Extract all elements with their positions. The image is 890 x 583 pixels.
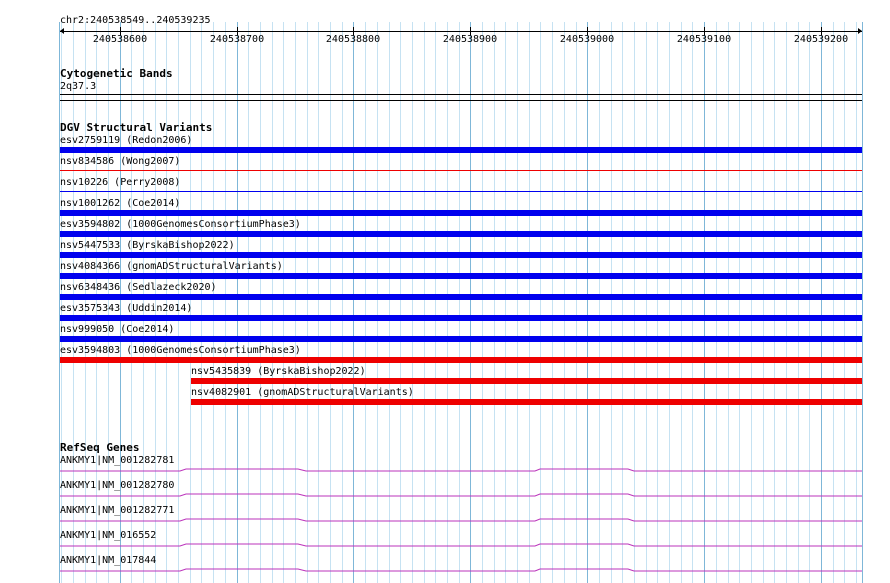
variant-label[interactable]: esv3575343 (Uddin2014) — [60, 303, 193, 314]
variant-label[interactable]: esv2759119 (Redon2006) — [60, 135, 193, 146]
ruler-tick-label: 240538700 — [209, 34, 265, 45]
gene-line[interactable] — [60, 519, 862, 521]
variant-label[interactable]: nsv5435839 (ByrskaBishop2022) — [191, 366, 366, 377]
ruler-tick-label: 240538600 — [92, 34, 148, 45]
track-title-refseq: RefSeq Genes — [60, 441, 140, 454]
variant-label[interactable]: nsv1001262 (Coe2014) — [60, 198, 181, 209]
gene-line[interactable] — [60, 469, 862, 471]
variant-label[interactable]: nsv999050 (Coe2014) — [60, 324, 175, 335]
variant-label[interactable]: nsv4082901 (gnomADStructuralVariants) — [191, 387, 414, 398]
ruler-tick-label: 240539100 — [676, 34, 732, 45]
gene-label[interactable]: ANKMY1|NM_001282781 — [60, 455, 175, 466]
gene-label[interactable]: ANKMY1|NM_001282771 — [60, 505, 175, 516]
variant-label[interactable]: nsv834586 (Wong2007) — [60, 156, 181, 167]
ruler-tick-label: 240538800 — [325, 34, 381, 45]
gene-label[interactable]: ANKMY1|NM_017844 — [60, 555, 157, 566]
gene-label[interactable]: ANKMY1|NM_001282780 — [60, 480, 175, 491]
variant-label[interactable]: nsv10226 (Perry2008) — [60, 177, 181, 188]
gene-line[interactable] — [60, 494, 862, 496]
gene-line[interactable] — [60, 544, 862, 546]
ruler-tick-label: 240539200 — [793, 34, 849, 45]
location-label: chr2:240538549..240539235 — [60, 15, 211, 26]
ruler-tick-label: 240538900 — [442, 34, 498, 45]
track-title-dgv: DGV Structural Variants — [60, 121, 213, 134]
variant-label[interactable]: esv3594803 (1000GenomesConsortiumPhase3) — [60, 345, 301, 356]
cytoband-label[interactable]: 2q37.3 — [60, 81, 97, 92]
variant-label[interactable]: nsv6348436 (Sedlazeck2020) — [60, 282, 217, 293]
variant-label[interactable]: nsv5447533 (ByrskaBishop2022) — [60, 240, 235, 251]
ruler-tick-label: 240539000 — [559, 34, 615, 45]
track-title-cytogenetic-bands: Cytogenetic Bands — [60, 67, 173, 80]
gene-label[interactable]: ANKMY1|NM_016552 — [60, 530, 157, 541]
gene-line[interactable] — [60, 569, 862, 571]
variant-label[interactable]: nsv4084366 (gnomADStructuralVariants) — [60, 261, 283, 272]
variant-label[interactable]: esv3594802 (1000GenomesConsortiumPhase3) — [60, 219, 301, 230]
